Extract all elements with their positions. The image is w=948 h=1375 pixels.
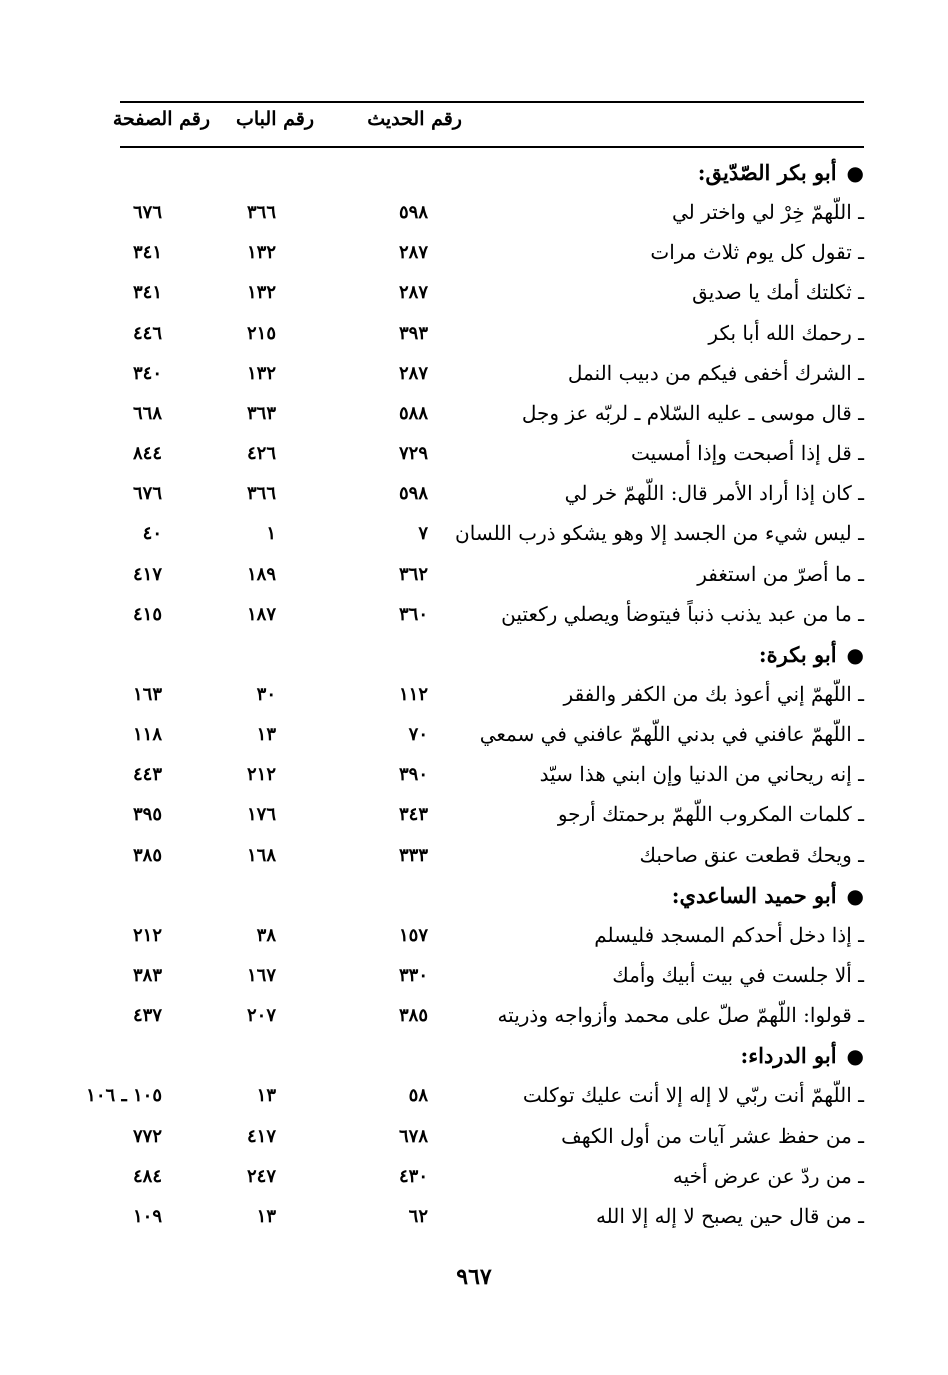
bab-number: ٤٢٦ — [246, 443, 276, 465]
top-rule — [120, 101, 864, 103]
hadith-number: ٣٦٠ — [398, 603, 428, 625]
bab-number: ١٧٦ — [246, 804, 276, 826]
hadith-number: ٣٣٣ — [398, 844, 428, 866]
page-number-cell: ٣٩٥ — [132, 804, 162, 826]
hadith-text: ـ قال موسى ـ عليه السّلام ـ لربّه عز وجل — [521, 400, 864, 425]
page-number: ٩٦٧ — [456, 1264, 492, 1290]
table-row — [0, 762, 948, 802]
table-row — [0, 1003, 948, 1043]
hadith-text: ـ من حفظ عشر آيات من أول الكهف — [561, 1123, 864, 1148]
page-number-cell: ٣٤١ — [132, 242, 162, 264]
hadith-number: ١١٢ — [398, 683, 428, 705]
hadith-text: ـ ما من عبد يذنب ذنباً فيتوضأ ويصلي ركعتين — [501, 601, 864, 626]
table-row — [0, 963, 948, 1003]
page-number-cell: ٦٧٦ — [132, 483, 162, 505]
hadith-text: ـ كلمات المكروب اللّهمّ برحمتك أرجو — [557, 802, 864, 827]
table-row — [0, 280, 948, 320]
hadith-text: ـ اللّهمّ عافني في بدني اللّهمّ عافني في سمعي — [479, 722, 864, 747]
bab-number: ١٣٢ — [246, 242, 276, 264]
bab-number: ١٣٢ — [246, 282, 276, 304]
hadith-number: ٣٨٥ — [398, 1005, 428, 1027]
section-label: أبو حميد الساعدي: — [671, 882, 837, 908]
section-label: أبو بكرة: — [758, 641, 837, 667]
page-number-cell: ٣٨٣ — [132, 965, 162, 986]
table-row — [0, 802, 948, 842]
section-label: أبو بكر الصّدّيق: — [697, 160, 837, 185]
table-row — [0, 602, 948, 642]
bab-number: ٢١٥ — [246, 322, 276, 344]
bab-number: ٣٦٣ — [246, 402, 276, 424]
bullet-icon: ● — [846, 642, 864, 667]
column-header-hadith: رقم الحديث — [367, 108, 462, 130]
page-number-cell: ٧٧٢ — [132, 1125, 162, 1147]
page-number-cell: ٤٨٤ — [132, 1165, 162, 1187]
column-header-bab: رقم الباب — [236, 108, 314, 130]
page-number-cell: ٣٤٠ — [132, 362, 162, 384]
hadith-number: ٢٨٧ — [398, 282, 428, 304]
hadith-number: ٥٨٨ — [398, 402, 428, 424]
page-number-cell: ٤١٧ — [132, 563, 162, 585]
table-row — [0, 1164, 948, 1204]
hadith-text: ـ اللّهمّ إني أعوذ بك من الكفر والفقر — [563, 681, 864, 706]
hadith-number: ٦٢ — [408, 1205, 428, 1227]
table-row — [0, 521, 948, 561]
section-title — [672, 883, 864, 908]
table-row — [0, 361, 948, 401]
hadith-number: ٦٧٨ — [398, 1125, 428, 1147]
page-number-cell: ٤٤٦ — [132, 322, 162, 344]
hadith-number: ٧٠ — [408, 724, 428, 746]
hadith-number: ٣٦٢ — [398, 563, 428, 585]
section-label: أبو الدرداء: — [740, 1043, 837, 1069]
bab-number: ٣٦٦ — [246, 202, 276, 224]
bab-number: ٣٠ — [256, 683, 276, 705]
page-number-cell: ١٠٥ ـ ١٠٦ — [86, 1085, 162, 1107]
section-heading — [0, 1043, 948, 1083]
table-row — [0, 682, 948, 722]
table-row — [0, 722, 948, 762]
hadith-number: ٣٣٠ — [398, 965, 428, 986]
bab-number: ١٣٢ — [246, 362, 276, 384]
section-title — [740, 1043, 864, 1068]
hadith-number: ٤٣٠ — [398, 1165, 428, 1187]
hadith-text: ـ إذا دخل أحدكم المسجد فليسلم — [594, 922, 864, 947]
page-number-cell: ٤٠ — [142, 523, 162, 545]
table-row — [0, 321, 948, 361]
hadith-text: ـ ثكلتك أمك يا صديق — [692, 280, 864, 305]
hadith-number: ٧٢٩ — [398, 443, 428, 465]
hadith-text: ـ ليس شيء من الجسد إلا وهو يشكو ذرب اللسان — [455, 521, 864, 546]
table-row — [0, 923, 948, 963]
page-number-cell: ٦٦٨ — [132, 402, 162, 424]
bab-number: ٢١٢ — [246, 764, 276, 786]
hadith-text: ـ تقول كل يوم ثلاث مرات — [650, 240, 864, 265]
hadith-number: ٧ — [418, 523, 428, 545]
hadith-number: ٣٩٣ — [398, 322, 428, 344]
hadith-text: ـ من ردّ عن عرض أخيه — [672, 1163, 864, 1188]
table-row — [0, 1204, 948, 1244]
hadith-number: ٥٨ — [408, 1085, 428, 1107]
bullet-icon: ● — [846, 1044, 864, 1069]
bab-number: ٣٨ — [256, 924, 276, 946]
hadith-number: ٥٩٨ — [398, 202, 428, 224]
bab-number: ١ — [266, 523, 276, 545]
page-number-cell: ٤١٥ — [132, 603, 162, 625]
table-row — [0, 441, 948, 481]
hadith-text: ـ قل إذا أصبحت وإذا أمسيت — [631, 441, 864, 466]
bab-number: ١٨٧ — [246, 603, 276, 625]
section-heading — [0, 642, 948, 682]
hadith-text: ـ ألا جلست في بيت أبيك وأمك — [612, 963, 864, 987]
page-number-cell: ١٦٣ — [132, 683, 162, 705]
bab-number: ١٣ — [256, 1205, 276, 1227]
bab-number: ٣٦٦ — [246, 483, 276, 505]
table-row — [0, 843, 948, 883]
hadith-text: ـ رحمك الله أبا بكر — [708, 320, 864, 345]
bab-number: ١٣ — [256, 724, 276, 746]
hadith-text: ـ اللّهمّ خِرْ لي واختر لي — [671, 200, 864, 225]
table-row — [0, 1124, 948, 1164]
table-row — [0, 240, 948, 280]
hadith-number: ٢٨٧ — [398, 362, 428, 384]
page-number-cell: ١١٨ — [132, 724, 162, 746]
hadith-text: ـ الشرك أخفى فيكم من دبيب النمل — [567, 360, 864, 385]
hadith-number: ٣٤٣ — [398, 804, 428, 826]
page-number-cell: ٨٤٤ — [132, 443, 162, 465]
page-number-cell: ٦٧٦ — [132, 202, 162, 224]
section-heading — [0, 160, 948, 200]
bullet-icon: ● — [846, 883, 864, 908]
hadith-text: ـ من قال حين يصبح لا إله إلا الله — [595, 1203, 864, 1228]
hadith-text: ـ كان إذا أراد الأمر قال: اللّهمّ خر لي — [564, 481, 864, 506]
bab-number: ١٨٩ — [246, 563, 276, 585]
table-row — [0, 481, 948, 521]
page-number-cell: ٣٤١ — [132, 282, 162, 304]
hadith-number: ٢٨٧ — [398, 242, 428, 264]
bab-number: ٢٤٧ — [246, 1165, 276, 1187]
table-row — [0, 401, 948, 441]
section-title — [759, 642, 864, 667]
hadith-number: ٣٩٠ — [398, 764, 428, 786]
hadith-text: ـ قولوا: اللّهمّ صلّ على محمد وأزواجه وذريته — [497, 1003, 864, 1028]
hadith-text: ـ ويحك قطعت عنق صاحبك — [639, 842, 864, 867]
page-number-cell: ٤٤٣ — [132, 764, 162, 786]
hadith-text: ـ ما أصرّ من استغفر — [697, 561, 864, 586]
section-title — [698, 160, 864, 185]
table-row — [0, 200, 948, 240]
bab-number: ١٦٨ — [246, 844, 276, 866]
table-row — [0, 1083, 948, 1123]
page-number-cell: ٣٨٥ — [132, 844, 162, 866]
bab-number: ٢٠٧ — [246, 1005, 276, 1027]
section-heading — [0, 883, 948, 923]
page-number-cell: ٢١٢ — [132, 924, 162, 946]
page-number-cell: ٤٣٧ — [132, 1005, 162, 1027]
bab-number: ٤١٧ — [246, 1125, 276, 1147]
column-header-page: رقم الصفحة — [112, 108, 210, 130]
bullet-icon: ● — [846, 161, 864, 185]
hadith-number: ٥٩٨ — [398, 483, 428, 505]
page-number-cell: ١٠٩ — [132, 1205, 162, 1227]
hadith-number: ١٥٧ — [398, 924, 428, 946]
table-row — [0, 562, 948, 602]
bab-number: ١٦٧ — [246, 965, 276, 986]
hadith-text: ـ اللّهمّ أنت ربّي لا إله إلا أنت عليك توكلت — [522, 1083, 864, 1108]
header-rule — [120, 146, 864, 148]
hadith-text: ـ إنه ريحاني من الدنيا وإن ابني هذا سيّد — [539, 762, 864, 787]
bab-number: ١٣ — [256, 1085, 276, 1107]
